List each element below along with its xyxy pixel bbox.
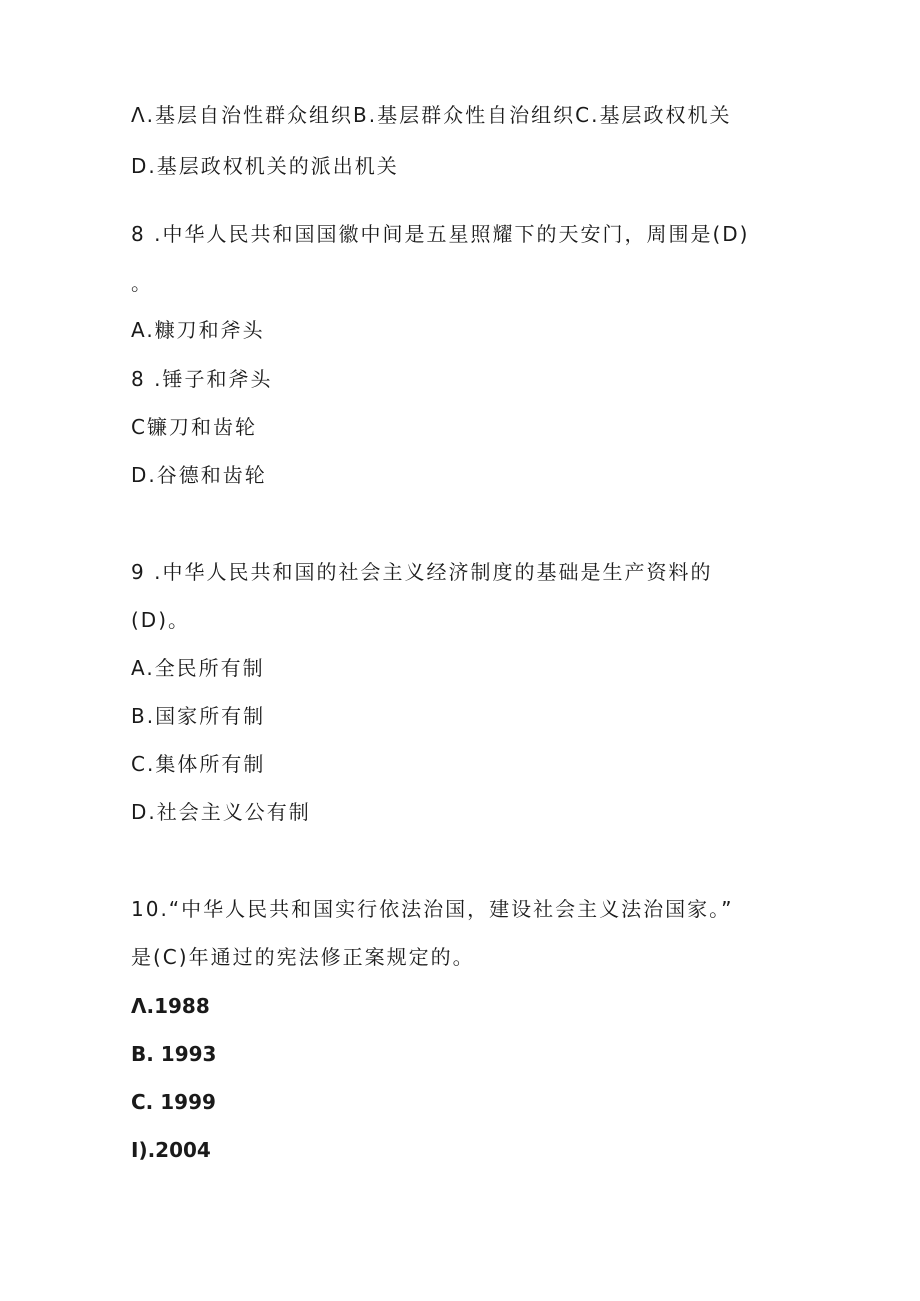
q9-option-c: C.集体所有制 [131,752,266,776]
q8-option-a: A.糠刀和斧头 [131,318,265,342]
q10-question-line2: 是(C)年通过的宪法修正案规定的。 [131,945,475,969]
q9-question-line1: 9 .中华人民共和国的社会主义经济制度的基础是生产资料的 [131,560,713,584]
q8-option-d: D.谷德和齿轮 [131,463,267,487]
q9-option-d: D.社会主义公有制 [131,800,311,824]
q7-option-d: D.基层政权机关的派出机关 [131,154,399,178]
q8-option-c: C镰刀和齿轮 [131,415,257,439]
q8-option-b: 8 .锤子和斧头 [131,367,273,391]
q8-question-line1: 8 .中华人民共和国国徽中间是五星照耀下的天安门，周围是(D) [131,222,750,246]
q10-option-b: B. 1993 [131,1042,217,1066]
q10-question-line1: 10.“中华人民共和国实行依法治国，建设社会主义法治国家。” [131,897,734,921]
q9-question-line2: (D)。 [131,608,191,632]
q10-option-c: C. 1999 [131,1090,216,1114]
q8-question-line2: 。 [131,271,153,295]
q7-options-line: Λ.基层自治性群众组织B.基层群众性自治组织C.基层政权机关 [131,103,732,127]
q9-option-a: A.全民所有制 [131,656,265,680]
q9-option-b: B.国家所有制 [131,704,266,728]
q10-option-d: I).2004 [131,1138,211,1162]
q10-option-a: Λ.1988 [131,994,210,1018]
